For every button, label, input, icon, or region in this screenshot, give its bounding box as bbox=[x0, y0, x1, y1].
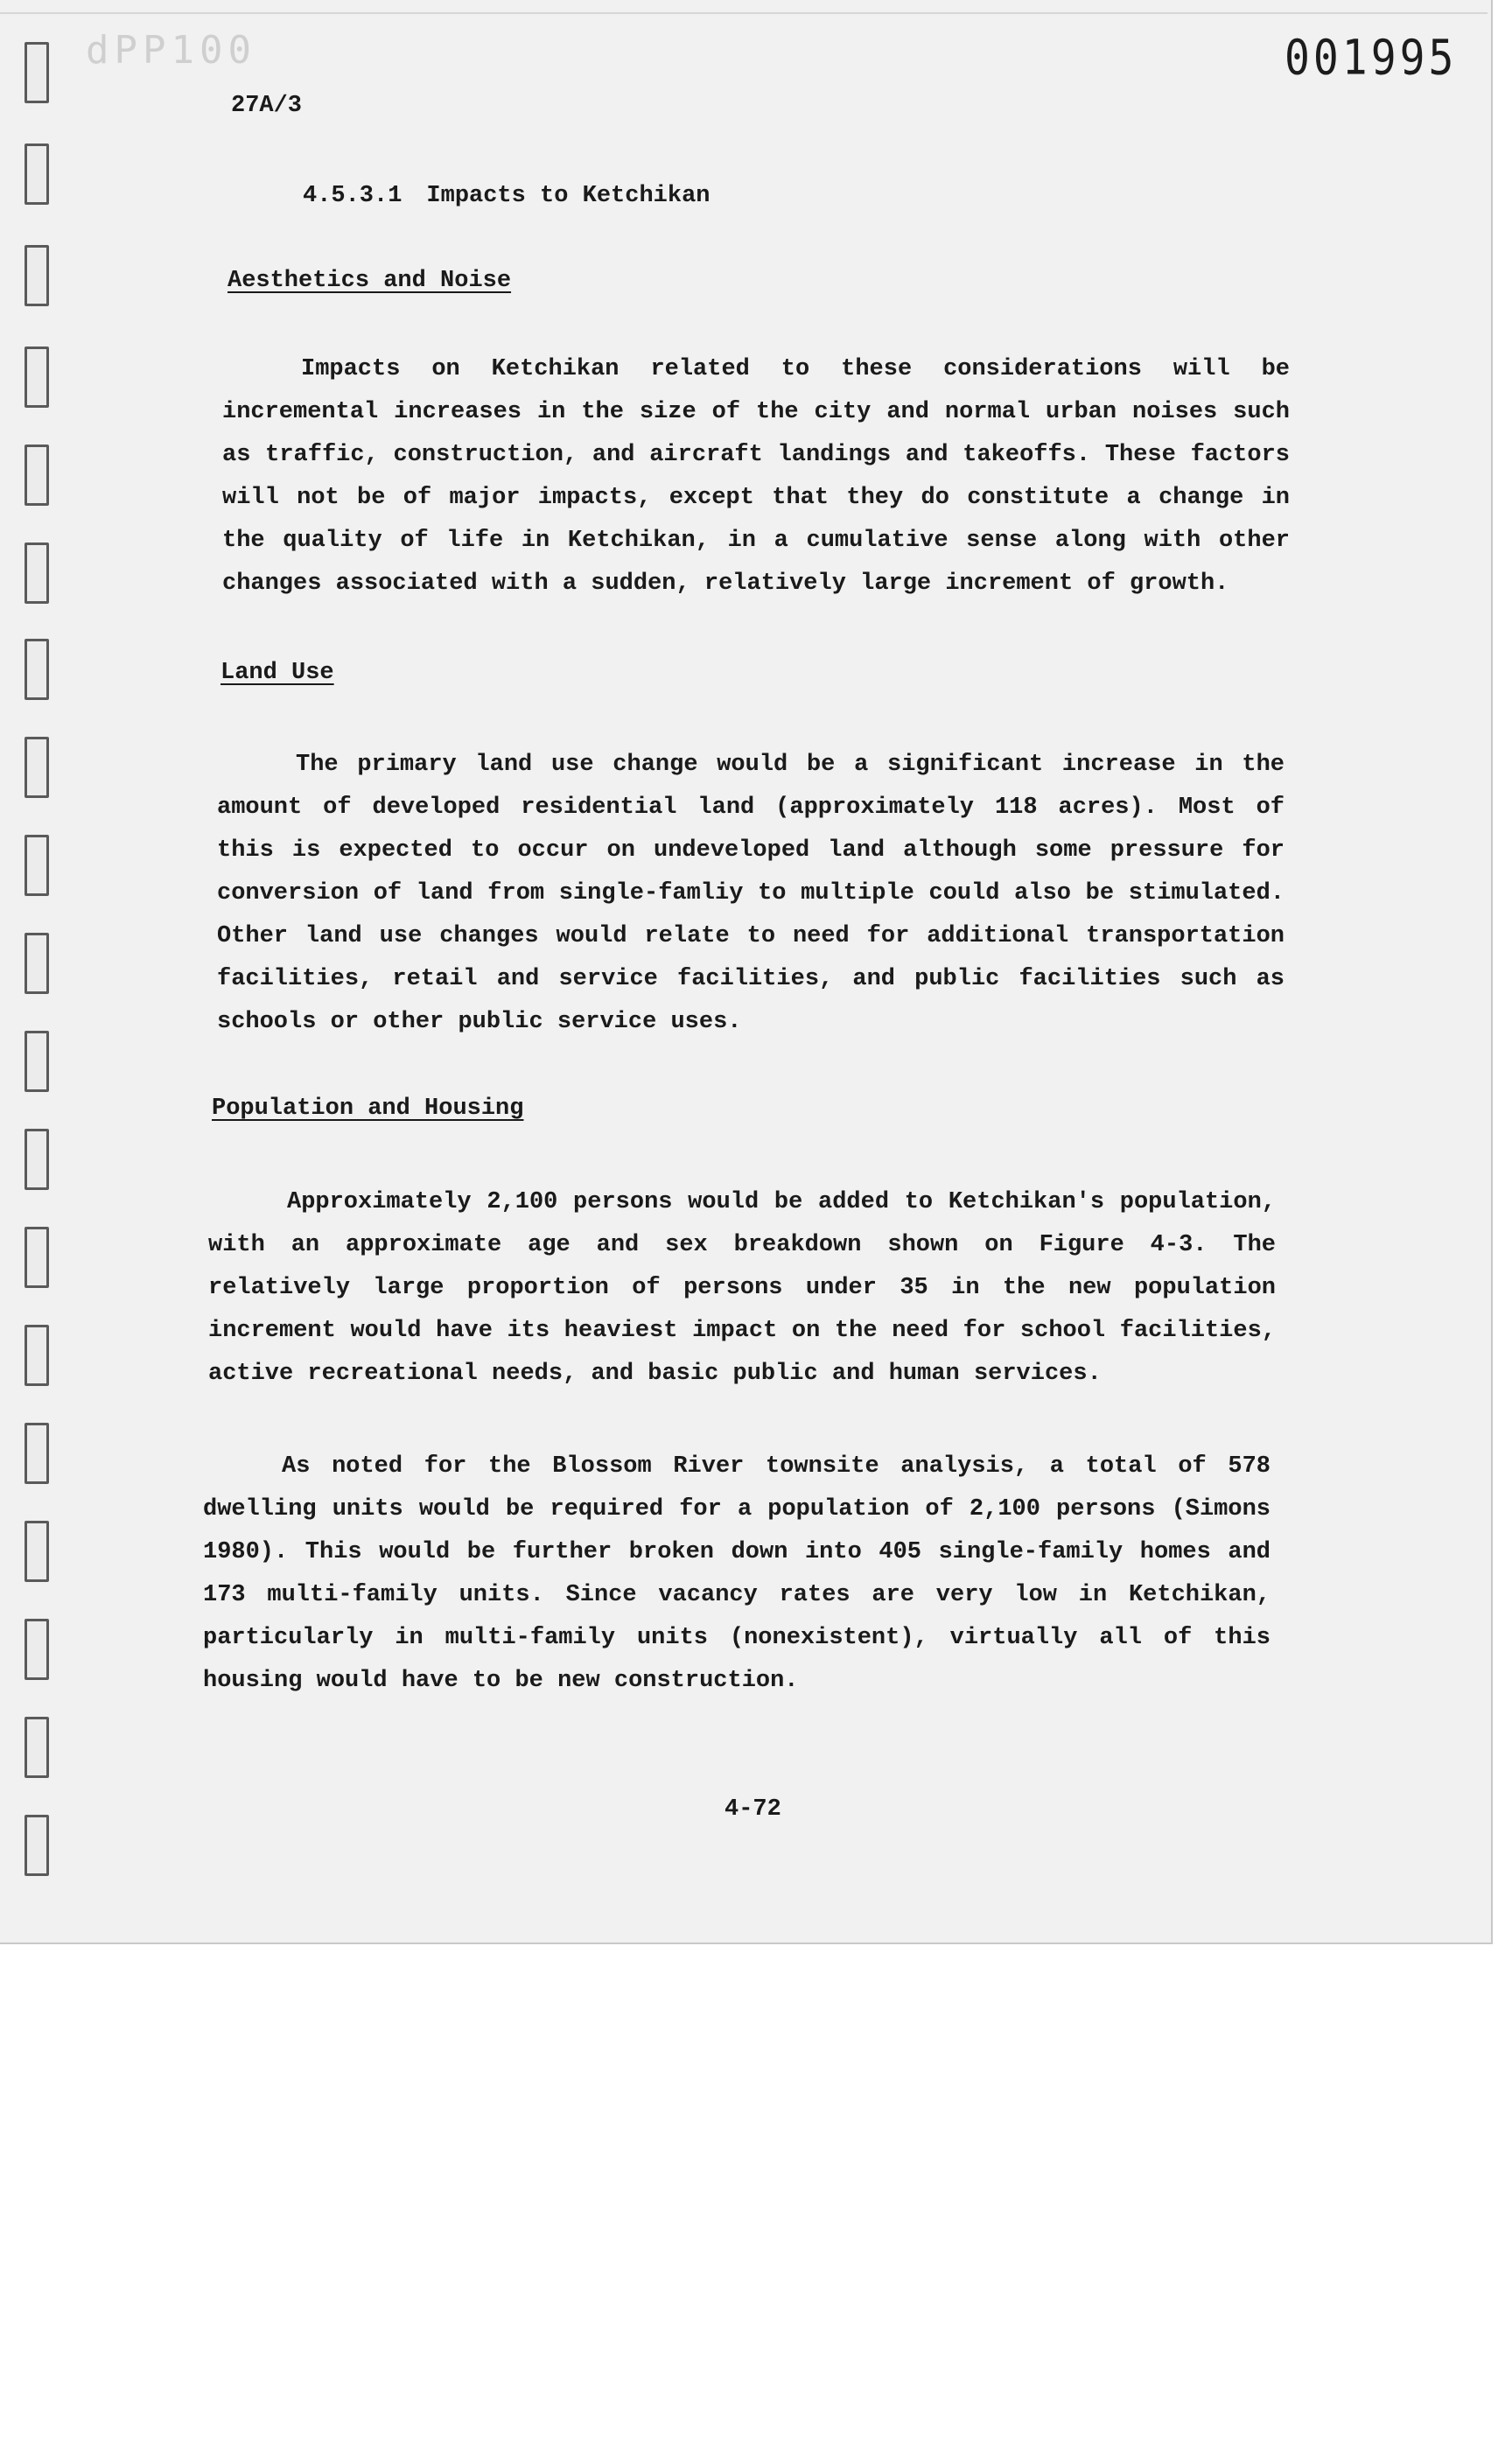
binder-hole-icon bbox=[24, 1031, 49, 1092]
binder-hole-icon bbox=[24, 1521, 49, 1582]
binder-hole-icon bbox=[24, 1619, 49, 1680]
binder-hole-icon bbox=[24, 346, 49, 408]
binder-hole-icon bbox=[24, 1423, 49, 1484]
binder-hole-icon bbox=[24, 245, 49, 306]
binder-hole-icon bbox=[24, 1129, 49, 1190]
reference-code: 27A/3 bbox=[231, 93, 303, 119]
bleed-through-stamp: dPP100 bbox=[86, 28, 256, 73]
binder-hole-icon bbox=[24, 835, 49, 896]
binder-hole-icon bbox=[24, 444, 49, 506]
heading-aesthetics-noise: Aesthetics and Noise bbox=[228, 268, 512, 294]
paragraph-land-use: The primary land use change would be a significant increase in the amount of developed residential land (approximately 118 acres). Most of this is expected to occur on undeveloped land although some pressure for conversion of land from single-famliy to multiple could also be stimulated. Other land use changes would relate to need for additional transportation facilities, retail and service facilities, and public facilities such as schools or other public service uses. bbox=[217, 752, 1284, 1035]
binder-hole-icon bbox=[24, 144, 49, 205]
binder-hole-icon bbox=[24, 933, 49, 994]
binder-hole-icon bbox=[24, 1717, 49, 1778]
binder-hole-icon bbox=[24, 737, 49, 798]
binder-hole-icon bbox=[24, 639, 49, 700]
binder-hole-icon bbox=[24, 1227, 49, 1288]
document-number: 001995 bbox=[1284, 30, 1458, 87]
paragraph-population-housing-1: Approximately 2,100 persons would be added to Ketchikan's population, with an approximate age and sex breakdown shown on Figure 4-3. The relatively large proportion of persons under 35 in the new population increment would have its heaviest impact on the need for school facilities, active recreational needs, and basic public and human services. bbox=[208, 1189, 1276, 1387]
binder-hole-icon bbox=[24, 542, 49, 604]
binder-hole-icon bbox=[24, 42, 49, 103]
heading-land-use: Land Use bbox=[220, 660, 334, 686]
section-title bbox=[303, 183, 710, 209]
scan-edge-rule bbox=[0, 12, 1488, 14]
section-number: 4.5.3.1 bbox=[303, 183, 402, 209]
binder-hole-icon bbox=[24, 1325, 49, 1386]
section-title-text: Impacts to Ketchikan bbox=[426, 183, 710, 209]
page-number: 4-72 bbox=[724, 1796, 781, 1823]
heading-population-housing: Population and Housing bbox=[212, 1096, 524, 1122]
paragraph-aesthetics-noise: Impacts on Ketchikan related to these considerations will be incremental increases in the size of the city and normal urban noises such as traffic, construction, and aircraft landings and takeoffs. These factors will not be of major impacts, except that they do constitute a change in the quality of life in Ketchikan, in a cumulative sense along with other changes associated with a sudden, relatively large increment of growth. bbox=[222, 356, 1290, 597]
binder-hole-icon bbox=[24, 1815, 49, 1876]
paragraph-population-housing-2: As noted for the Blossom River townsite analysis, a total of 578 dwelling units would be required for a population of 2,100 persons (Simons 1980). This would be further broken down into 405 single-family homes and 173 multi-family units. Since vacancy rates are very low in Ketchikan, particularly in multi-family units (nonexistent), virtually all of this housing would have to be new construction. bbox=[203, 1453, 1270, 1694]
